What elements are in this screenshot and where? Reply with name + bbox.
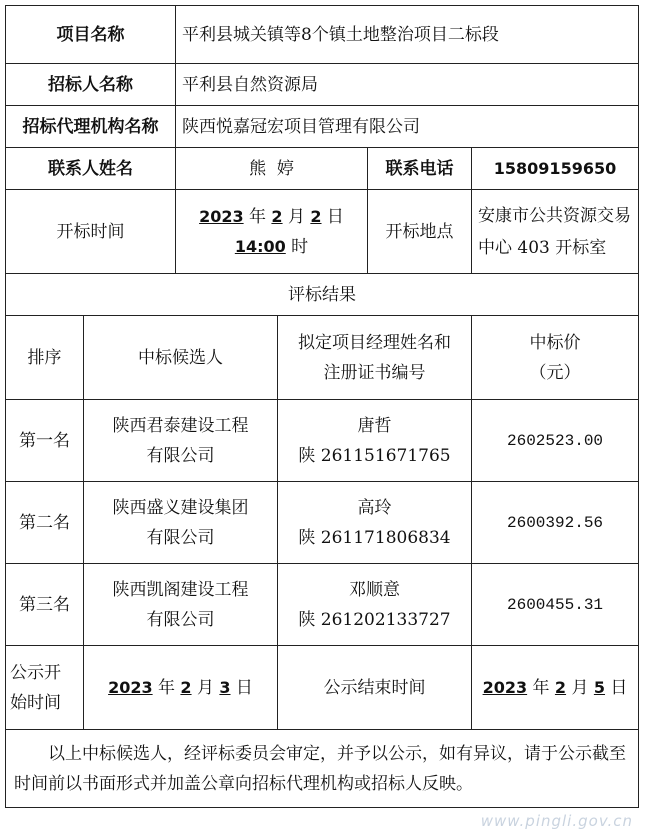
site-watermark: www.pingli.gov.cn bbox=[480, 812, 633, 830]
contact-label: 联系人姓名 bbox=[6, 148, 176, 190]
header-price: 中标价 （元） bbox=[472, 316, 639, 400]
bid-result-table bbox=[5, 5, 639, 808]
bid-result-document bbox=[5, 5, 638, 808]
open-clock: 14:00 时 bbox=[234, 236, 309, 257]
table-row bbox=[6, 482, 639, 564]
agency-label: 招标代理机构名称 bbox=[6, 106, 176, 148]
phone-value: 15809159650 bbox=[472, 148, 639, 190]
candidate-cell: 陕西君泰建设工程 有限公司 bbox=[84, 400, 278, 482]
manager-cell: 邓顺意 陕 261202133727 bbox=[278, 564, 472, 646]
price-cell: 2602523.00 bbox=[472, 400, 639, 482]
price-cell: 2600455.31 bbox=[472, 564, 639, 646]
publicity-start-value: 2023 年 2 月 3 日 bbox=[84, 646, 278, 730]
phone-label: 联系电话 bbox=[368, 148, 472, 190]
table-row bbox=[6, 564, 639, 646]
open-place-label: 开标地点 bbox=[368, 190, 472, 274]
rank-cell: 第三名 bbox=[6, 564, 84, 646]
price-cell: 2600392.56 bbox=[472, 482, 639, 564]
row-results-header bbox=[6, 316, 639, 400]
row-contact bbox=[6, 148, 639, 190]
tenderer-label: 招标人名称 bbox=[6, 64, 176, 106]
manager-cell: 唐哲 陕 261151671765 bbox=[278, 400, 472, 482]
candidate-cell: 陕西凯阁建设工程 有限公司 bbox=[84, 564, 278, 646]
candidate-cell: 陕西盛义建设集团 有限公司 bbox=[84, 482, 278, 564]
manager-cell: 高玲 陕 261171806834 bbox=[278, 482, 472, 564]
row-results-title bbox=[6, 274, 639, 316]
publicity-end-value: 2023 年 2 月 5 日 bbox=[472, 646, 639, 730]
header-manager: 拟定项目经理姓名和 注册证书编号 bbox=[278, 316, 472, 400]
row-opening bbox=[6, 190, 639, 274]
project-name-value: 平利县城关镇等8个镇土地整治项目二标段 bbox=[176, 6, 639, 64]
open-time-label: 开标时间 bbox=[6, 190, 176, 274]
publicity-end-label: 公示结束时间 bbox=[278, 646, 472, 730]
row-project-name bbox=[6, 6, 639, 64]
rank-cell: 第二名 bbox=[6, 482, 84, 564]
header-rank: 排序 bbox=[6, 316, 84, 400]
contact-value: 熊 婷 bbox=[176, 148, 368, 190]
header-candidate: 中标候选人 bbox=[84, 316, 278, 400]
results-section-title: 评标结果 bbox=[6, 274, 639, 316]
row-notice bbox=[6, 730, 639, 808]
row-tenderer bbox=[6, 64, 639, 106]
agency-value: 陕西悦嘉冠宏项目管理有限公司 bbox=[176, 106, 639, 148]
open-time-value bbox=[176, 190, 368, 274]
row-agency bbox=[6, 106, 639, 148]
row-publicity bbox=[6, 646, 639, 730]
publicity-start-label: 公示开 始时间 bbox=[6, 646, 84, 730]
project-name-label: 项目名称 bbox=[6, 6, 176, 64]
table-row bbox=[6, 400, 639, 482]
open-place-value: 安康市公共资源交易中心 403 开标室 bbox=[472, 190, 639, 274]
rank-cell: 第一名 bbox=[6, 400, 84, 482]
open-date: 2023 年 2 月 2 日 bbox=[199, 206, 344, 227]
tenderer-value: 平利县自然资源局 bbox=[176, 64, 639, 106]
notice-text: 以上中标候选人，经评标委员会审定，并予以公示，如有异议，请于公示截至时间前以书面形式并加盖公章向招标代理机构或招标人反映。 bbox=[6, 730, 639, 808]
